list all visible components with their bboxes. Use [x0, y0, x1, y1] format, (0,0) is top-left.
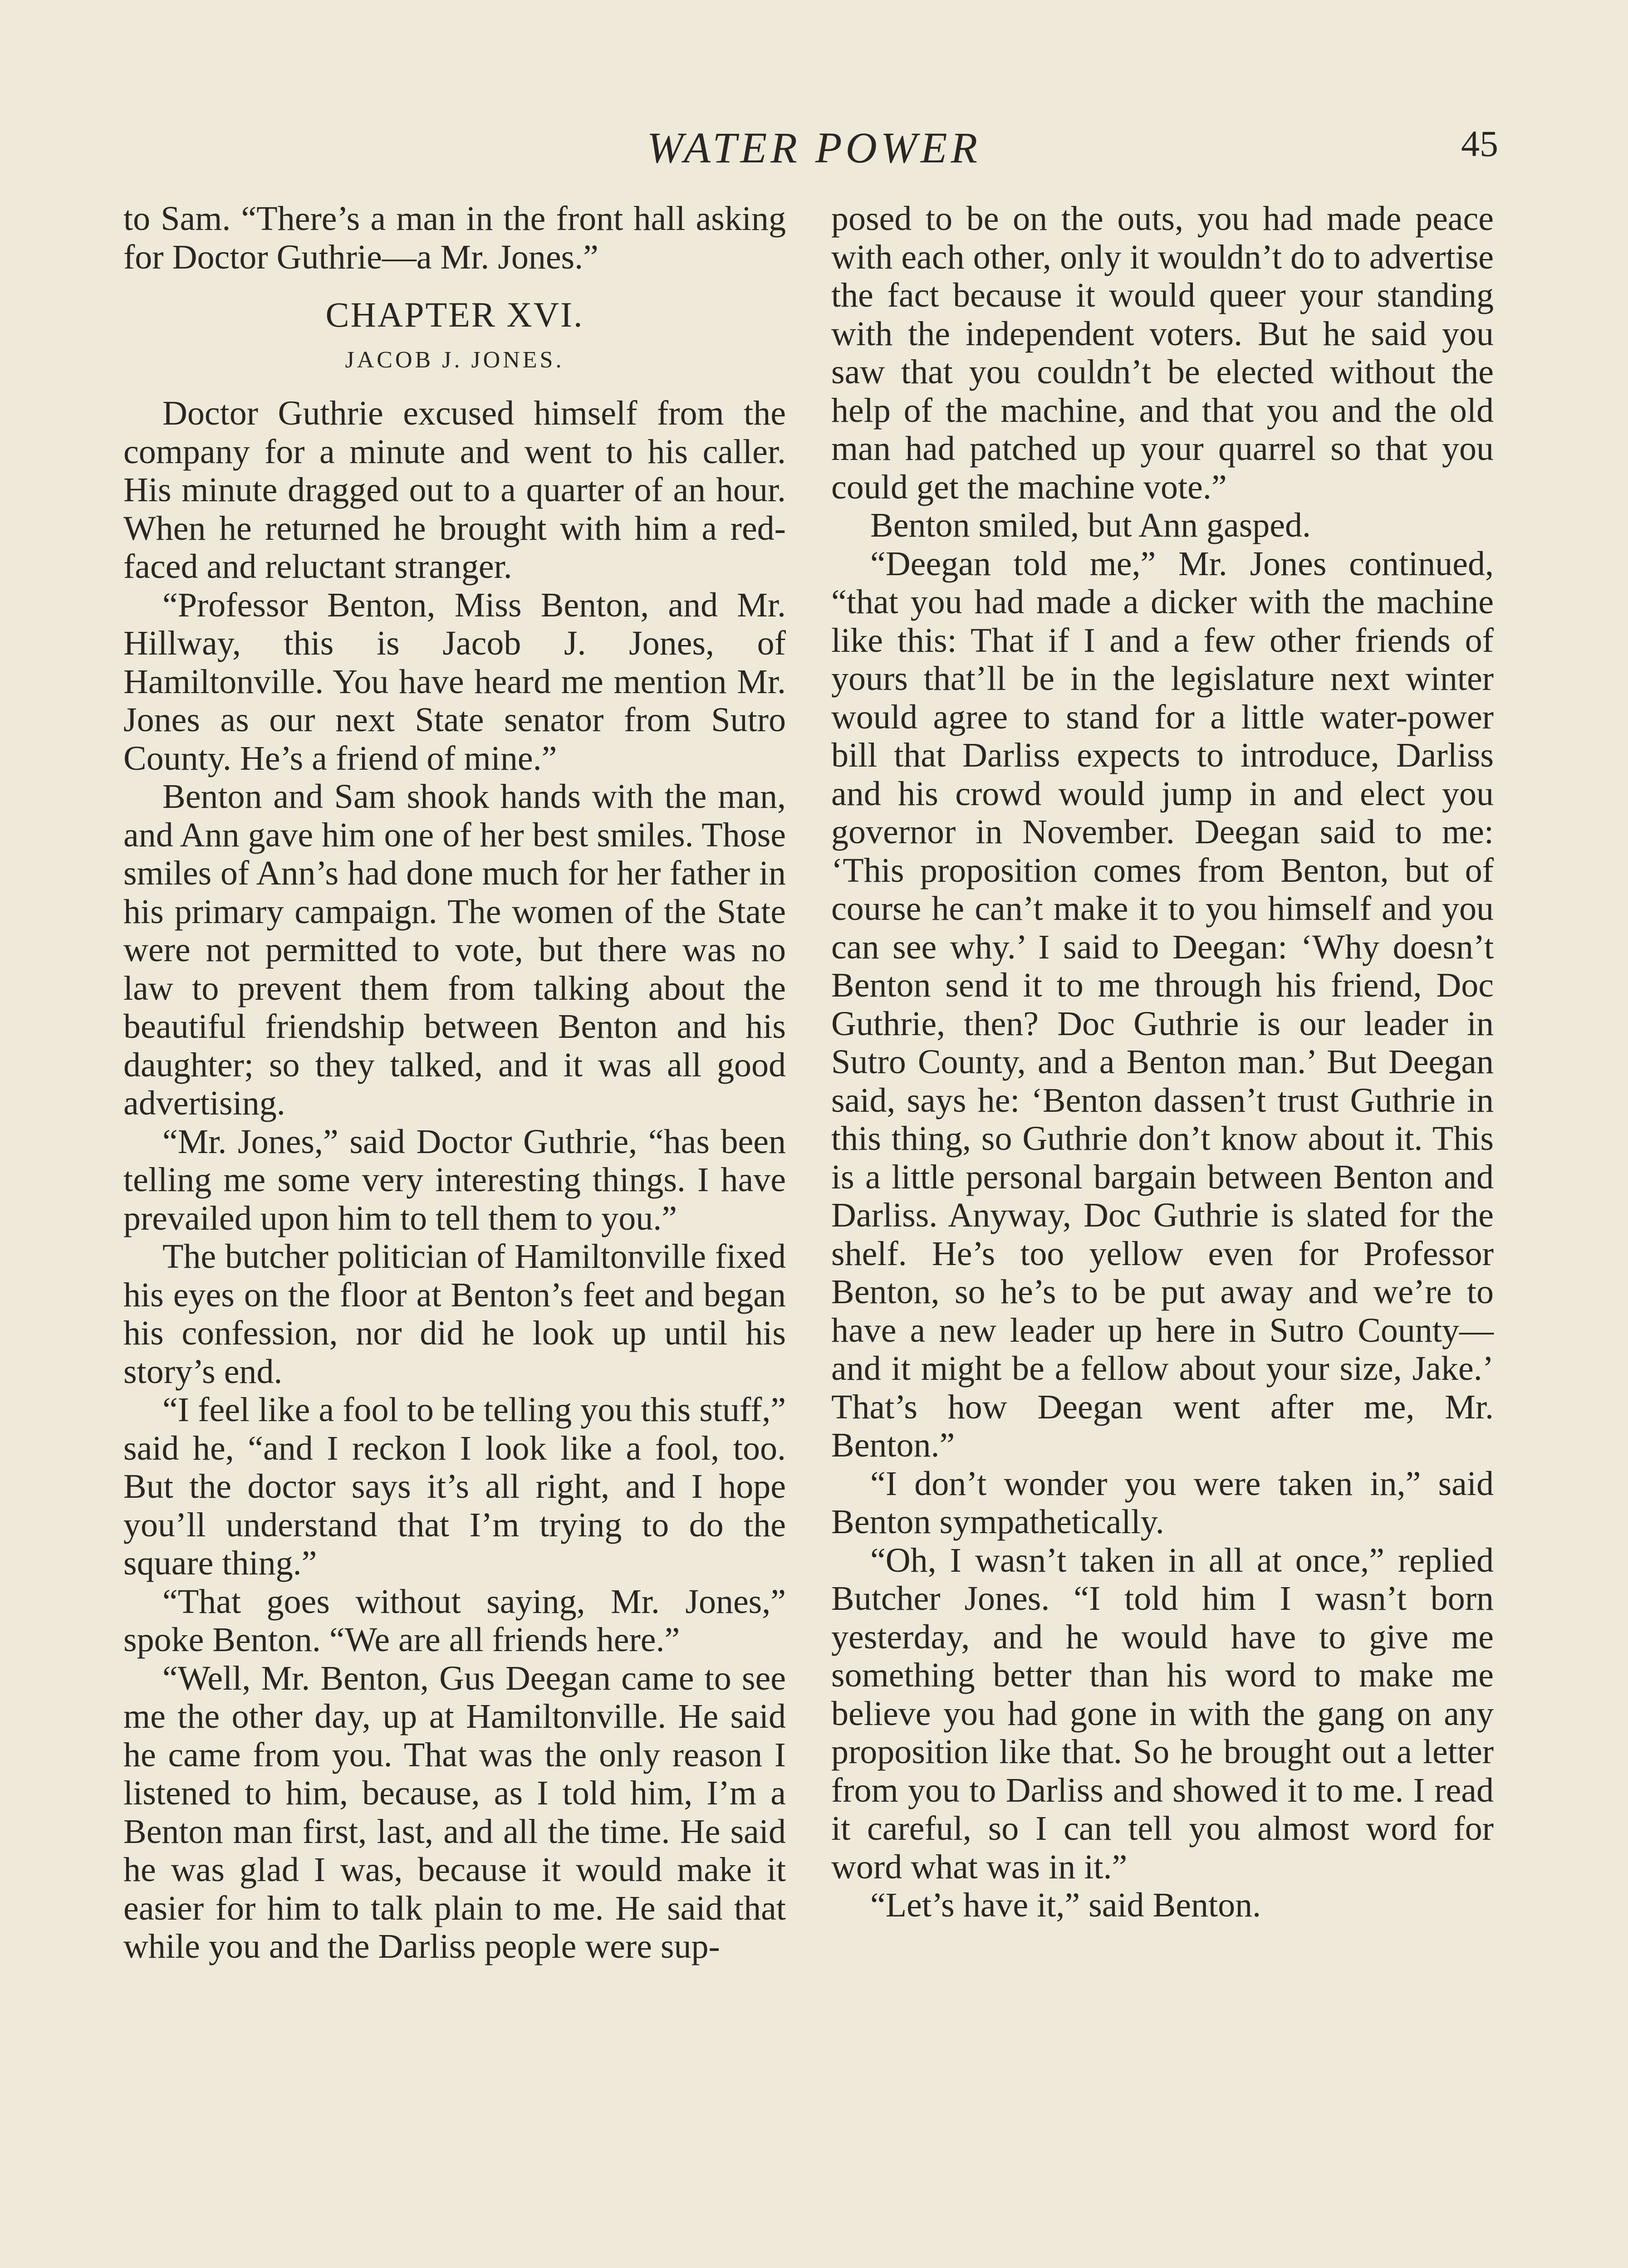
- right-column: [831, 200, 1494, 1925]
- paragraph: “That goes without saying, Mr. Jones,” spoke Benton. “We are all friends here.”: [123, 1582, 786, 1659]
- paragraph: “Professor Benton, Miss Benton, and Mr. Hillway, this is Jacob J. Jones, of Hamiltonville. You have heard me mention Mr. Jones as our next State senator from Sutro County. He’s a friend of mine.”: [123, 586, 786, 777]
- paragraph: “I don’t wonder you were taken in,” said Benton sympathetically.: [831, 1464, 1494, 1541]
- paragraph: posed to be on the outs, you had made peace with each other, only it wouldn’t do to advertise the fact because it would queer your standing with the independent voters. But he said you saw that you couldn’t be elected without the help of the machine, and that you and the old man had patched up your quarrel so that you could get the machine vote.”: [831, 200, 1494, 506]
- paragraph: “Oh, I wasn’t taken in all at once,” replied Butcher Jones. “I told him I wasn’t born yesterday, and he would have to give me something better than his word to make me believe you had gone in with the gang on any proposition like that. So he brought out a letter from you to Darliss and showed it to me. I read it careful, so I can tell you almost word for word what was in it.”: [831, 1541, 1494, 1886]
- page-number: 45: [1461, 123, 1498, 164]
- paragraph: “Well, Mr. Benton, Gus Deegan came to see me the other day, up at Hamiltonville. He said he came from you. That was the only reason I listened to him, because, as I told him, I’m a Benton man first, last, and all the time. He said he was glad I was, because it would make it easier for him to talk plain to me. He said that while you and the Darliss people were sup-: [123, 1659, 786, 1965]
- paragraph: “I feel like a fool to be telling you this stuff,” said he, “and I reckon I look like a fool, too. But the doctor says it’s all right, and I hope you’ll understand that I’m trying to do the square thing.”: [123, 1391, 786, 1582]
- paragraph: “Let’s have it,” said Benton.: [870, 1886, 1261, 1924]
- left-column: [123, 200, 786, 1966]
- paragraph: Benton and Sam shook hands with the man, and Ann gave him one of her best smiles. Those smiles of Ann’s had done much for her father in his primary campaign. The women of the State were not permitted to vote, but there was no law to prevent them from talking about the beautiful friendship between Benton and his daughter; so they talked, and it was all good advertising.: [123, 777, 786, 1122]
- paragraph: “Deegan told me,” Mr. Jones continued, “that you had made a dicker with the machine like this: That if I and a few other friends of yours that’ll be in the legislature next winter would agree to stand for a little water-power bill that Darliss expects to introduce, Darliss and his crowd would jump in and elect you governor in November. Deegan said to me: ‘This proposition comes from Benton, but of course he can’t make it to you himself and you can see why.’ I said to Deegan: ‘Why doesn’t Benton send it to me through his friend, Doc Guthrie, then? Doc Guthrie is our leader in Sutro County, and a Benton man.’ But Deegan said, says he: ‘Benton dassen’t trust Guthrie in this thing, so Guthrie don’t know about it. This is a little personal bargain between Benton and Darliss. Anyway, Doc Guthrie is slated for the shelf. He’s too yellow even for Professor Benton, so he’s to be put away and we’re to have a new leader up here in Sutro County—and it might be a fellow about your size, Jake.’ That’s how Deegan went after me, Mr. Benton.”: [831, 544, 1494, 1464]
- paragraph: “Mr. Jones,” said Doctor Guthrie, “has been telling me some very interesting things. I have prevailed upon him to tell them to you.”: [123, 1122, 786, 1237]
- paragraph: Benton smiled, but Ann gasped.: [870, 506, 1311, 544]
- running-title: WATER POWER: [647, 123, 981, 172]
- chapter-subtitle: JACOB J. JONES.: [345, 347, 564, 373]
- paragraph: Doctor Guthrie excused himself from the company for a minute and went to his caller. His minute dragged out to a quarter of an hour. When he returned he brought with him a red-faced and reluctant stranger.: [123, 394, 786, 586]
- chapter-heading: CHAPTER XVI.: [325, 295, 584, 334]
- paragraph: The butcher politician of Hamiltonville fixed his eyes on the floor at Benton’s feet and began his confession, nor did he look up until his story’s end.: [123, 1237, 786, 1391]
- paragraph: to Sam. “There’s a man in the front hall asking for Doctor Guthrie—a Mr. Jones.”: [123, 200, 786, 276]
